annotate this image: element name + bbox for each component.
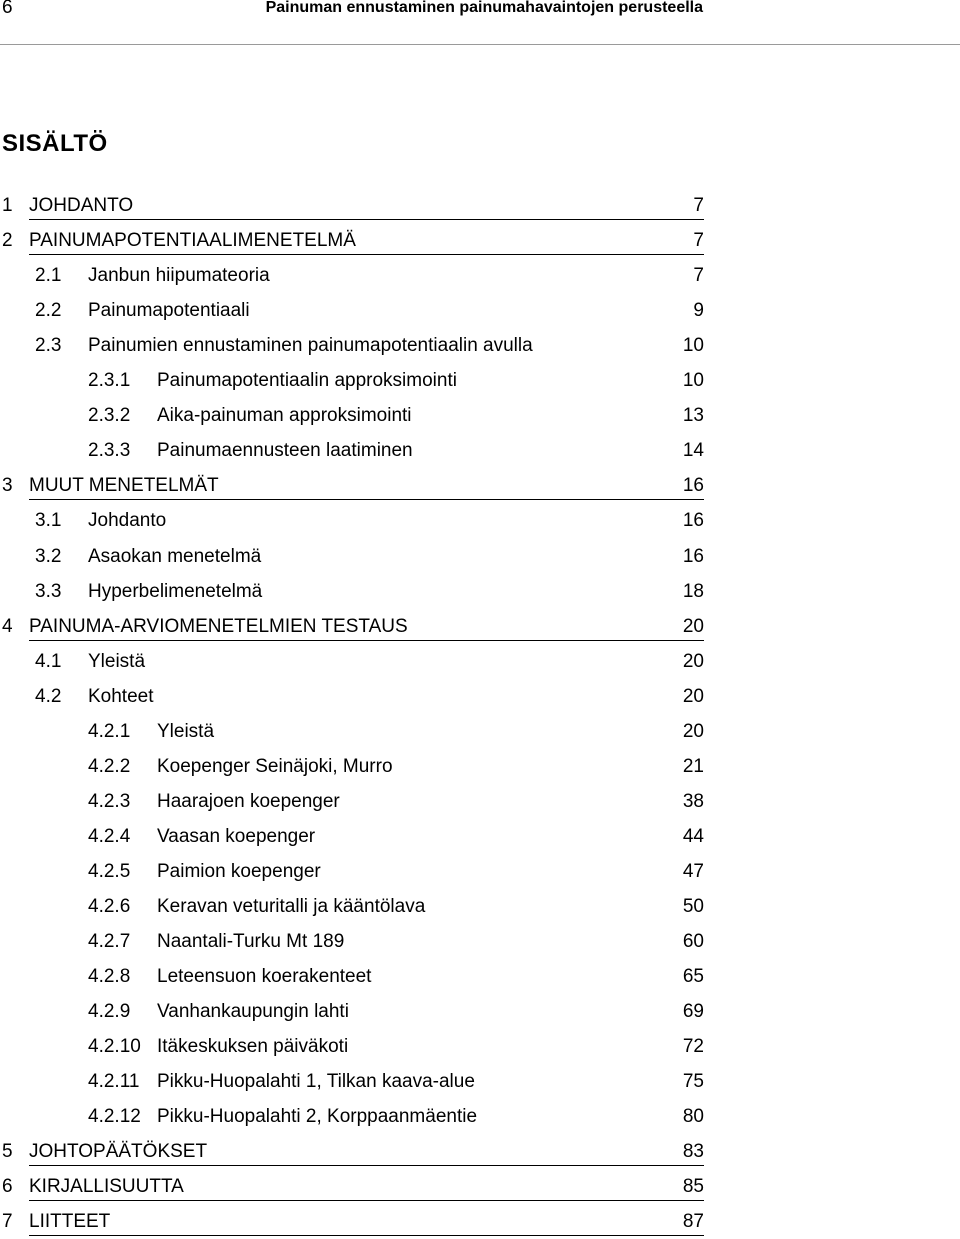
toc-chapter-underline — [29, 1235, 704, 1236]
toc-entry-page-number: 75 — [682, 1071, 704, 1092]
toc-chapter-underline — [29, 499, 704, 500]
toc-entry-title: PAINUMAPOTENTIAALIMENETELMÄ — [29, 230, 356, 251]
toc-entry-title: Kohteet — [88, 686, 154, 707]
toc-chapter-entry[interactable] — [2, 223, 704, 258]
toc-entry-title: JOHTOPÄÄTÖKSET — [29, 1141, 208, 1162]
toc-section-entry[interactable] — [35, 503, 704, 538]
toc-section-entry[interactable] — [35, 293, 704, 328]
toc-subsection-entry[interactable] — [88, 433, 704, 468]
toc-entry-page-number: 16 — [682, 475, 704, 496]
toc-entry-title: Hyperbelimenetelmä — [88, 581, 263, 602]
page-number: 6 — [2, 0, 13, 18]
toc-entry-title: Haarajoen koepenger — [157, 791, 340, 812]
toc-entry-title: KIRJALLISUUTTA — [29, 1176, 184, 1197]
toc-subsection-entry[interactable] — [88, 363, 704, 398]
toc-entry-title: Keravan veturitalli ja kääntölava — [157, 896, 426, 917]
toc-entry-number: 2.3.1 — [88, 370, 131, 391]
toc-chapter-entry[interactable] — [2, 188, 704, 223]
toc-entry-page-number: 10 — [682, 335, 704, 356]
toc-entry-number: 4.2.2 — [88, 756, 131, 777]
toc-entry-title: Naantali-Turku Mt 189 — [157, 931, 345, 952]
toc-entry-title: Pikku-Huopalahti 1, Tilkan kaava-alue — [157, 1071, 475, 1092]
toc-entry-page-number: 21 — [682, 756, 704, 777]
toc-subsection-entry[interactable] — [88, 994, 704, 1029]
toc-entry-number: 4.2.8 — [88, 966, 131, 987]
toc-chapter-underline — [29, 640, 704, 641]
toc-entry-number: 4.2.9 — [88, 1001, 131, 1022]
toc-chapter-entry[interactable] — [2, 609, 704, 644]
toc-entry-number: 4.2.4 — [88, 826, 131, 847]
toc-entry-page-number: 69 — [682, 1001, 704, 1022]
toc-entry-title: Janbun hiipumateoria — [88, 265, 270, 286]
toc-entry-page-number: 85 — [682, 1176, 704, 1197]
toc-chapter-underline — [29, 219, 704, 220]
toc-entry-number: 5 — [2, 1141, 13, 1162]
toc-subsection-entry[interactable] — [88, 854, 704, 889]
toc-entry-page-number: 20 — [682, 616, 704, 637]
toc-entry-number: 7 — [2, 1211, 13, 1232]
toc-entry-number: 4.2.7 — [88, 931, 131, 952]
toc-entry-number: 4.1 — [35, 651, 62, 672]
toc-entry-title: PAINUMA-ARVIOMENETELMIEN TESTAUS — [29, 616, 408, 637]
toc-entry-page-number: 38 — [682, 791, 704, 812]
header-divider — [0, 44, 960, 45]
toc-entry-page-number: 50 — [682, 896, 704, 917]
toc-section-entry[interactable] — [35, 644, 704, 679]
toc-entry-page-number: 20 — [682, 721, 704, 742]
toc-section-entry[interactable] — [35, 679, 704, 714]
toc-entry-number: 4.2.11 — [88, 1071, 140, 1092]
toc-entry-number: 1 — [2, 195, 13, 216]
toc-subsection-entry[interactable] — [88, 924, 704, 959]
toc-entry-title: Painumapotentiaali — [88, 300, 250, 321]
toc-subsection-entry[interactable] — [88, 1099, 704, 1134]
toc-entry-title: Leteensuon koerakenteet — [157, 966, 372, 987]
toc-entry-title: Itäkeskuksen päiväkoti — [157, 1036, 349, 1057]
toc-entry-number: 3.2 — [35, 546, 62, 567]
toc-entry-page-number: 10 — [682, 370, 704, 391]
toc-entry-title: Koepenger Seinäjoki, Murro — [157, 756, 393, 777]
toc-entry-title: JOHDANTO — [29, 195, 134, 216]
toc-heading: SISÄLTÖ — [2, 130, 108, 157]
toc-entry-number: 2.2 — [35, 300, 62, 321]
toc-subsection-entry[interactable] — [88, 714, 704, 749]
toc-entry-title: LIITTEET — [29, 1211, 111, 1232]
toc-entry-number: 4 — [2, 616, 13, 637]
toc-entry-page-number: 18 — [682, 581, 704, 602]
toc-entry-page-number: 72 — [682, 1036, 704, 1057]
toc-entry-page-number: 16 — [682, 510, 704, 531]
toc-subsection-entry[interactable] — [88, 959, 704, 994]
toc-subsection-entry[interactable] — [88, 398, 704, 433]
toc-section-entry[interactable] — [35, 539, 704, 574]
toc-entry-number: 4.2.10 — [88, 1036, 141, 1057]
toc-entry-page-number: 44 — [682, 826, 704, 847]
toc-entry-page-number: 60 — [682, 931, 704, 952]
toc-chapter-entry[interactable] — [2, 1134, 704, 1169]
toc-entry-page-number: 87 — [682, 1211, 704, 1232]
toc-subsection-entry[interactable] — [88, 1064, 704, 1099]
toc-section-entry[interactable] — [35, 574, 704, 609]
toc-entry-number: 2.1 — [35, 265, 62, 286]
toc-entry-number: 2 — [2, 230, 13, 251]
toc-entry-page-number: 65 — [682, 966, 704, 987]
page-header — [0, 0, 960, 46]
toc-entry-number: 4.2.5 — [88, 861, 131, 882]
toc-entry-page-number: 14 — [682, 440, 704, 461]
toc-section-entry[interactable] — [35, 258, 704, 293]
toc-entry-page-number: 7 — [693, 195, 704, 216]
toc-entry-title: Yleistä — [88, 651, 146, 672]
toc-entry-page-number: 7 — [693, 230, 704, 251]
toc-chapter-underline — [29, 1200, 704, 1201]
toc-chapter-underline — [29, 254, 704, 255]
toc-entry-number: 4.2.12 — [88, 1106, 141, 1127]
toc-entry-page-number: 7 — [693, 265, 704, 286]
toc-entry-number: 3 — [2, 475, 13, 496]
toc-entry-page-number: 47 — [682, 861, 704, 882]
toc-entry-title: Painumapotentiaalin approksimointi — [157, 370, 457, 391]
toc-entry-number: 2.3.2 — [88, 405, 131, 426]
toc-subsection-entry[interactable] — [88, 749, 704, 784]
toc-entry-title: Paimion koepenger — [157, 861, 321, 882]
toc-subsection-entry[interactable] — [88, 784, 704, 819]
toc-entry-title: Painumien ennustaminen painumapotentiaalin avulla — [88, 335, 533, 356]
toc-entry-page-number: 16 — [682, 546, 704, 567]
toc-chapter-entry[interactable] — [2, 1169, 704, 1204]
toc-subsection-entry[interactable] — [88, 1029, 704, 1064]
toc-subsection-entry[interactable] — [88, 819, 704, 854]
toc-entry-number: 2.3 — [35, 335, 62, 356]
toc-entry-title: MUUT MENETELMÄT — [29, 475, 219, 496]
toc-entry-title: Painumaennusteen laatiminen — [157, 440, 413, 461]
toc-entry-number: 3.1 — [35, 510, 62, 531]
toc-entry-number: 4.2.1 — [88, 721, 131, 742]
toc-entry-page-number: 80 — [682, 1106, 704, 1127]
toc-entry-page-number: 20 — [682, 651, 704, 672]
toc-entry-title: Vanhankaupungin lahti — [157, 1001, 349, 1022]
toc-section-entry[interactable] — [35, 328, 704, 363]
toc-entry-page-number: 9 — [693, 300, 704, 321]
toc-entry-title: Pikku-Huopalahti 2, Korppaanmäentie — [157, 1106, 478, 1127]
toc-chapter-entry[interactable] — [2, 468, 704, 503]
toc-entry-page-number: 83 — [682, 1141, 704, 1162]
toc-chapter-underline — [29, 1165, 704, 1166]
toc-entry-number: 6 — [2, 1176, 13, 1197]
toc-entry-title: Vaasan koepenger — [157, 826, 316, 847]
toc-entry-title: Aika-painuman approksimointi — [157, 405, 412, 426]
toc-entry-number: 4.2.6 — [88, 896, 131, 917]
toc-entry-number: 4.2.3 — [88, 791, 131, 812]
toc-entry-number: 3.3 — [35, 581, 62, 602]
toc-subsection-entry[interactable] — [88, 889, 704, 924]
toc-entry-title: Yleistä — [157, 721, 215, 742]
toc-entry-title: Johdanto — [88, 510, 167, 531]
toc-entry-title: Asaokan menetelmä — [88, 546, 262, 567]
toc-entry-number: 4.2 — [35, 686, 62, 707]
toc-entry-page-number: 20 — [682, 686, 704, 707]
toc-entry-number: 2.3.3 — [88, 440, 131, 461]
toc-entry-page-number: 13 — [682, 405, 704, 426]
running-title: Painuman ennustaminen painumahavaintojen perusteella — [265, 0, 703, 16]
